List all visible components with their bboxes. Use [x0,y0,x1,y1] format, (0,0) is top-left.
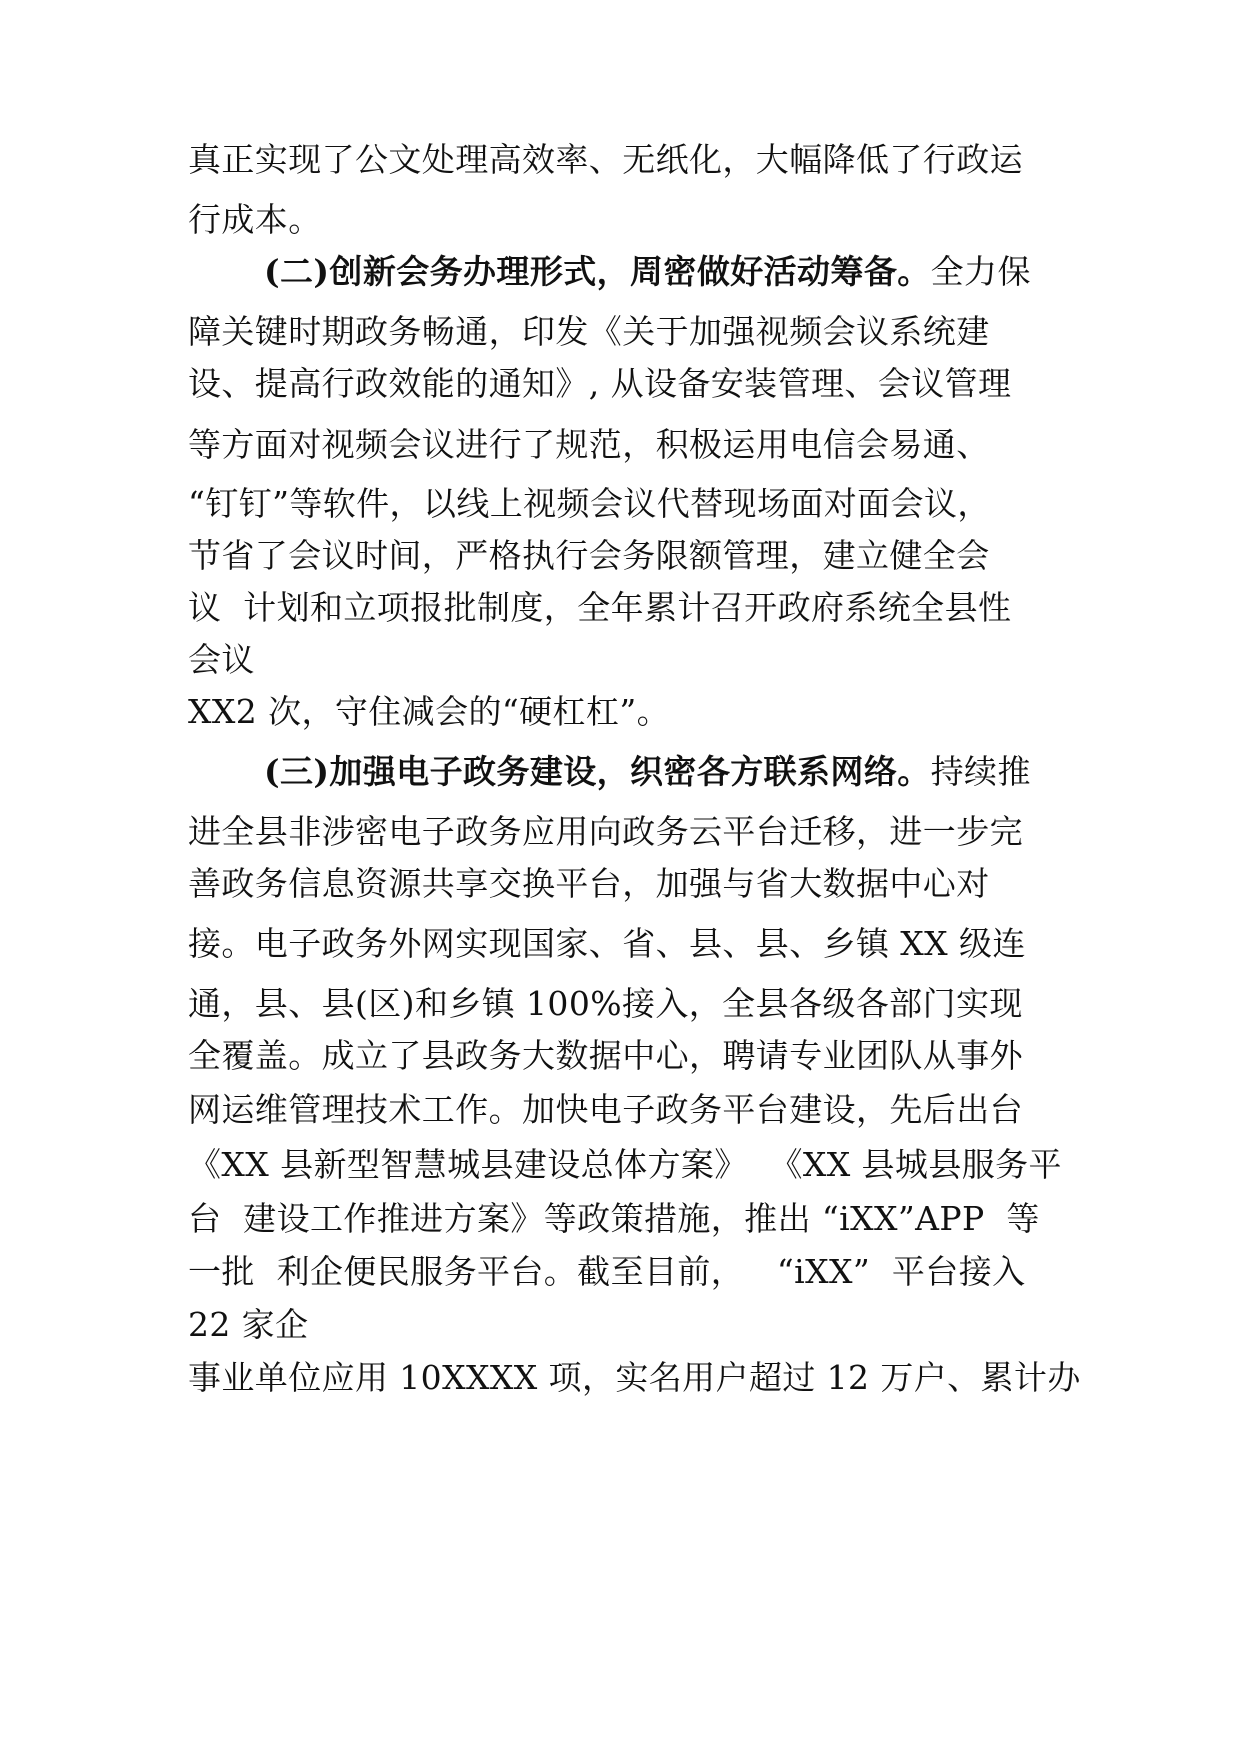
section-2-lead-text: 全力保 [930,252,1031,291]
body-line: 通，县、县(区)和乡镇 100%接入，全县各级各部门实现 [188,984,1023,1023]
body-line: 网运维管理技术工作。加快电子政务平台建设，先后出台 [188,1090,1023,1129]
body-line: 22 家企 [188,1305,309,1344]
body-line: 全覆盖。成立了县政务大数据中心，聘请专业团队从事外 [188,1036,1023,1075]
body-line: 行成本。 [188,200,322,239]
body-line: 等方面对视频会议进行了规范，积极运用电信会易通、 [188,425,990,464]
body-line: XX2 次，守住减会的“硬杠杠”。 [188,692,671,731]
body-line: 一批 利企便民服务平台。截至目前， “iXX” 平台接入 [188,1252,1026,1291]
body-line: 真正实现了公文处理高效率、无纸化，大幅降低了行政运 [188,140,1023,179]
body-line: 台 建设工作推进方案》等政策措施，推出 “iXX”APP 等 [188,1199,1040,1238]
body-line: 进全县非涉密电子政务应用向政务云平台迁移，进一步完 [188,812,1023,851]
section-3-paragraph-start [264,752,1031,792]
body-line: 设、提高行政效能的通知》, 从设备安装管理、会议管理 [188,364,1012,403]
body-line: 善政务信息资源共享交换平台，加强与省大数据中心对 [188,864,990,903]
section-2-heading: (二)创新会务办理形式，周密做好活动筹备。 [264,252,931,291]
section-3-heading: (三)加强电子政务建设，织密各方联系网络。 [264,752,931,791]
body-line: 节省了会议时间，严格执行会务限额管理，建立健全会 [188,536,990,575]
body-line: 《XX 县新型智慧城县建设总体方案》 《XX 县城县服务平 [188,1145,1062,1184]
section-3-lead-text: 持续推 [930,752,1031,791]
section-2-paragraph-start [264,252,1031,292]
body-line: 障关键时期政务畅通，印发《关于加强视频会议系统建 [188,312,990,351]
body-line: 事业单位应用 10XXXX 项，实名用户超过 12 万户、累计办 [188,1358,1081,1397]
body-line: “钉钉”等软件，以线上视频会议代替现场面对面会议， [188,484,991,523]
body-line: 议 计划和立项报批制度，全年累计召开政府系统全县性 [188,588,1012,627]
body-line: 会议 [188,640,255,679]
body-line: 接。电子政务外网实现国家、省、县、县、乡镇 XX 级连 [188,924,1026,963]
